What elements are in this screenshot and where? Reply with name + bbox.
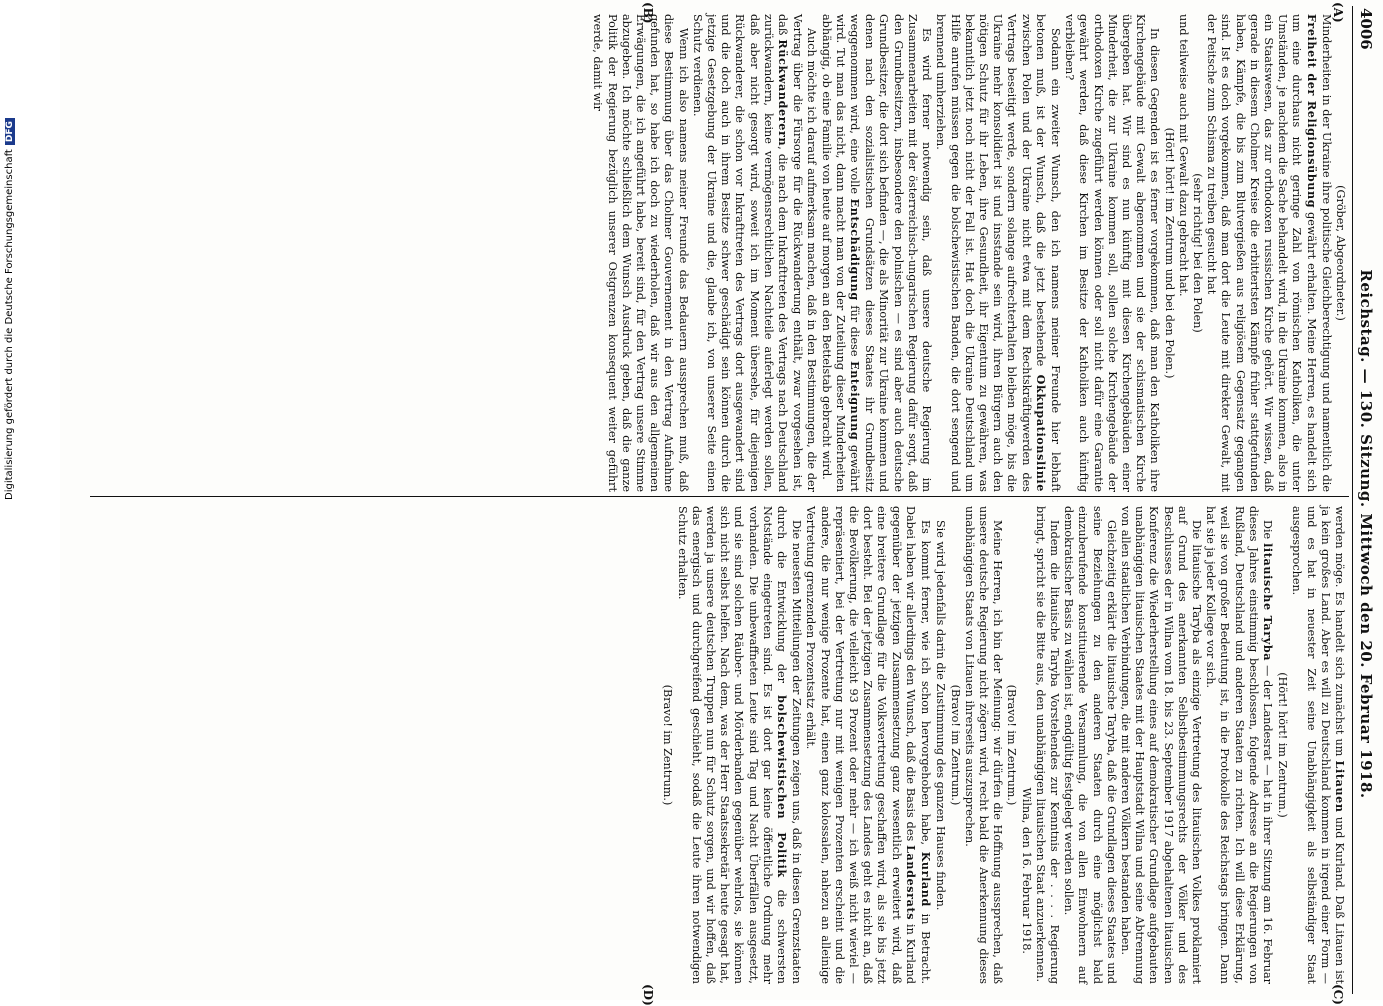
paragraph: In diesen Gegenden ist es ferner vorgekommen, daß man den Katholiken ihre Kirchengebäude mit Gewalt abgenommen und sie der schismatischen Kirche übergeben hat. Wir sind es nun künftig mit diesen Kirchengebäuden einer Minderheit, die zur Ukraine kommen soll, sollen solche Kirchengebäude der orthodoxen Kirche zugeführt werden können oder soll nicht dafür eine Garantie gewährt werden, daß diese Kirchen im Besitze der Katholiken auch künftig verbleiben? — [1063, 14, 1162, 492]
interjection: (Hört! hört! im Zentrum und bei den Polen.) — [1162, 127, 1176, 379]
column-divider — [90, 496, 1349, 497]
credit-text: Digitalisierung gefördert durch die Deutsche Forschungsgemeinschaft — [4, 149, 15, 500]
interjection: (Hört! hört! im Zentrum.) — [1276, 672, 1290, 818]
paragraph: Es wird ferner notwendig sein, daß unsere deutsche Regierung im Zusammenarbeiten mit der österreichisch-ungarischen Regierung dafür sorgt, daß den Grundbesitzern, insbesondere den polnischen — es sind aber auch deutsche Grundbesitzer, die dort sich befinden —, die als Minorität zur Ukraine kommen und denen nach den sozialistischen Grundsätzen dieses Staates ihr Grundbesitz weggenommen wird, eine volle Entschädigung für diese Enteignung gewährt wird. Tut man das nicht, dann macht man von der Zuteilung dieser Minderheiten abhängig, ob eine Familie von heute auf morgen an den Bettelstab gebracht wird. — [819, 14, 934, 493]
interjection: (Bravo! im Zentrum.) — [661, 684, 675, 806]
right-column — [90, 506, 1347, 984]
quoted-declaration: Die litauische Taryba als einzige Vertretung des litauischen Volkes proklamiert auf Grund des anerkannten Selbstbestimmungsrechts der Völker und des Beschlusses der in Wilna vom 18. bis 23. September 1917 abgehaltenen litauischen Konferenz die Wiederherstellung eines auf demokratischer Grundlage aufgebauten unabhängigen litauischen Staates mit der Hauptstadt Wilna und seine Abtrennung von allen staatlichen Verbindungen, die mit anderen Völkern bestanden haben. — [1118, 506, 1203, 984]
paragraph: Die neuesten Mitteilungen der Zeitungen zeigen uns, daß in diesen Grenzstaaten durch die Entwicklung der bolschewistischen Politik die schwersten Notstände eingetreten sind. Es ist dort gar keine öffentliche Ordnung mehr vorhanden. Die unbewaffneten Leute sind Tag und Nacht Überfällen ausgesetzt, und sie sind solchen Räuber- und Mörderbanden gegenüber wehrlos, sie können sich nicht selbst helfen. Nach dem, was der Herr Staatssekretär heute gesagt hat, werden ja unsere deutschen Truppen nun für Schutz sorgen, und wir hoffen, daß das energisch und durchgreifend geschieht, sodaß die Leute ihren notwendigen Schutz erhalten. — [675, 506, 804, 984]
interjection: (Bravo! im Zentrum.) — [948, 684, 962, 806]
dfg-logo: DFG — [5, 118, 15, 145]
margin-marker-d: (D) — [641, 984, 655, 1006]
paragraph: Auch möchte ich darauf aufmerksam machen, daß in den Bestimmungen, die der Vertrag über die Fürsorge für die Rückwanderung enthält, zwar vorgesehen ist, daß Rückwanderern, die nach dem Inkrafttreten des Vertrags nach Deutschland zurückwandern, keine vermögensrechtlichen Nachteile auferlegt werden sollen, daß aber nicht gesorgt wird, soweit ich im Moment übersehe, für diejenigen Rückwanderer, die schon vor Inkrafttreten des Vertrags dort ausgewandert sind und die doch auch in ihrem Besitze schwer geschädigt sein können durch die jetzige Gesetzgebung der Ukraine und die, glaube ich, von unserer Seite einen Schutz verdienen. — [690, 14, 819, 492]
paragraph: Es kommt ferner, wie ich schon hervorgehoben habe, Kurland in Betracht. Dabei haben wir allerdings den Wunsch, daß die Basis des Landesrats in Kurland gegenüber der jetzigen Zusammensetzung ganz wesentlich erweitert wird, daß eine breitere Grundlage für die Volksvertretung geschaffen wird, als sie bis jetzt dort besteht. Bei der jetzigen Zusammensetzung des Landes geht es nicht an, daß die Bevölkerung, die vielleicht 93 Prozent oder mehr — ich weiß nicht wieviel — repräsentiert, bei der Vertretung nur mit wenigen Prozenten erscheint und die andere, die nur wenige Prozente hat, einen ganz kolossalen, nahezu an alleinige Vertretung grenzenden Prozentsatz erhält. — [804, 506, 934, 985]
declaration-date: Wilna, den 16. Februar 1918. — [1019, 787, 1033, 954]
margin-marker-a: (A) — [1331, 2, 1345, 23]
paragraph: werden möge. Es handelt sich zunächst um Litauen und Kurland. Daß Litauen ist ja kein großes Land. Aber es will zu Deutschland kommen in irgend einer Form — und es hat in neuester Zeit seine Unabhängigkeit als selbständiger Staat ausgesprochen. — [1290, 506, 1347, 985]
quoted-declaration: Gleichzeitig erklärt die litauische Taryba, daß die Grundlagen dieses Staates und seine Beziehungen zu den anderen Staaten durch eine möglichst bald einzuberufende konstituierende Versammlung, die von allen Einwohnern auf demokratischer Basis zu wählen ist, endgültig festgelegt werden sollen. — [1062, 506, 1118, 984]
paragraph: Sodann ein zweiter Wunsch, den ich namens meiner Freunde hier lebhaft betonen muß, ist der Wunsch, daß die jetzt bestehende Okkupationslinie zwischen Polen und der Ukraine nicht etwa mit dem Rechtskräftigwerden des Vertrags beseitigt werde, sondern solange aufrechterhalten bleiben möge, bis die Ukraine mehr konsolidiert ist und insstande sein wird, ihren Bürgern auch den nötigen Schutz für ihr Leben, ihre Gesundheit, ihr Eigentum zu gewähren, was bekanntlich jetzt noch nicht der Fall ist. Hat doch die Ukraine Deutschland um Hilfe anrufen müssen gegen die bolschewistischen Banden, die dort sengend und brennend umherziehen. — [934, 14, 1062, 492]
page-header — [1355, 8, 1377, 990]
paragraph: Wenn ich also namens meiner Freunde das Bedauern aussprechen muß, daß diese Bestimmung über das Cholmer Gouvernement in den Vertrag Aufnahme gefunden hat, so habe ich doch zu wiederholen, daß wir aus den allgemeinen Erwägungen, die ich angeführt habe, bereit sind, für den Vertrag unsere Stimme abzugeben. Ich möchte schließlich dem Wunsch Ausdruck geben, daß die ganze Politik der Regierung bezüglich unserer Ostgrenzen konsequent weiter geführt werde, damit wir — [591, 14, 690, 492]
paragraph: Die litauische Taryba — der Landesrat — hat in ihrer Sitzung am 16. Februar dieses Jahres einstimmig beschlossen, folgende Adresse an die Regierungen von Rußland, Deutschland und anderen Staaten zu richten. Ich will diese Erklärung, weil sie von großer Bedeutung ist, in die Protokolle des Reichstags bringen. Dann hat sie ja jeder Kollege vor sich. — [1204, 506, 1275, 984]
paragraph: Sie wird jedenfalls darin die Zustimmung des ganzen Hauses finden. — [934, 520, 948, 911]
running-title: Reichstag. — 130. Sitzung. Mittwoch den 20. Februar 1918. — [1357, 269, 1375, 799]
margin-marker-c: (C) — [1331, 984, 1345, 1005]
paragraph: und teilweise auch mit Gewalt dazu gebracht hat. — [1176, 14, 1190, 297]
scanned-page — [60, 0, 1383, 1006]
margin-marker-b: (B) — [641, 2, 655, 24]
paragraph: Minderheiten in der Ukraine ihre politische Gleichberechtigung und namentlich die Freiheit der Religionsübung gewährt erhalten. Meine Herren, es handelt sich um eine durchaus nicht geringe Zahl von römischen Katholiken, die unter Umständen, je nachdem die Sache behandelt wird, in die Ukraine kommen, also in ein Staatswesen, das zur orthodoxen russischen Kirche gehört. Wir wissen, daß gerade in diesem Cholmer Kreise die erbittertsten Kämpfe früher stattgefunden haben, Kämpfe, die bis zum Blutvergießen aus religiösem Gegensatz gegangen sind. Ist es doch vorgekommen, daß man dort die Leute mit direkter Gewalt, mit der Peitsche zum Schisma zu treiben gesucht hat — [1205, 14, 1333, 492]
quoted-declaration: Indem die litauische Taryba Vorstehendes zur Kenntnis der . . . . Regierung bringt, spricht sie die Bitte aus, den unabhängigen litauischen Staat anzuerkennen. — [1033, 506, 1061, 984]
paragraph: Meine Herren, ich bin der Meinung: wir dürfen die Hoffnung aussprechen, daß unsere deutsche Regierung nicht zögern wird, recht bald die Anerkennung dieses unabhängigen Staats von Litauen ihrerseits auszusprechen. — [962, 506, 1005, 984]
speaker-label: (Gröber, Abgeordneter.) — [1334, 185, 1347, 321]
digitization-credit — [4, 118, 15, 500]
left-column — [90, 14, 1347, 492]
interjection: (sehr richtig! bei den Polen) — [1190, 173, 1204, 333]
header-rule — [1352, 6, 1353, 994]
interjection: (Bravo! im Zentrum.) — [1005, 684, 1019, 806]
page-number: 4006 — [1357, 8, 1375, 50]
